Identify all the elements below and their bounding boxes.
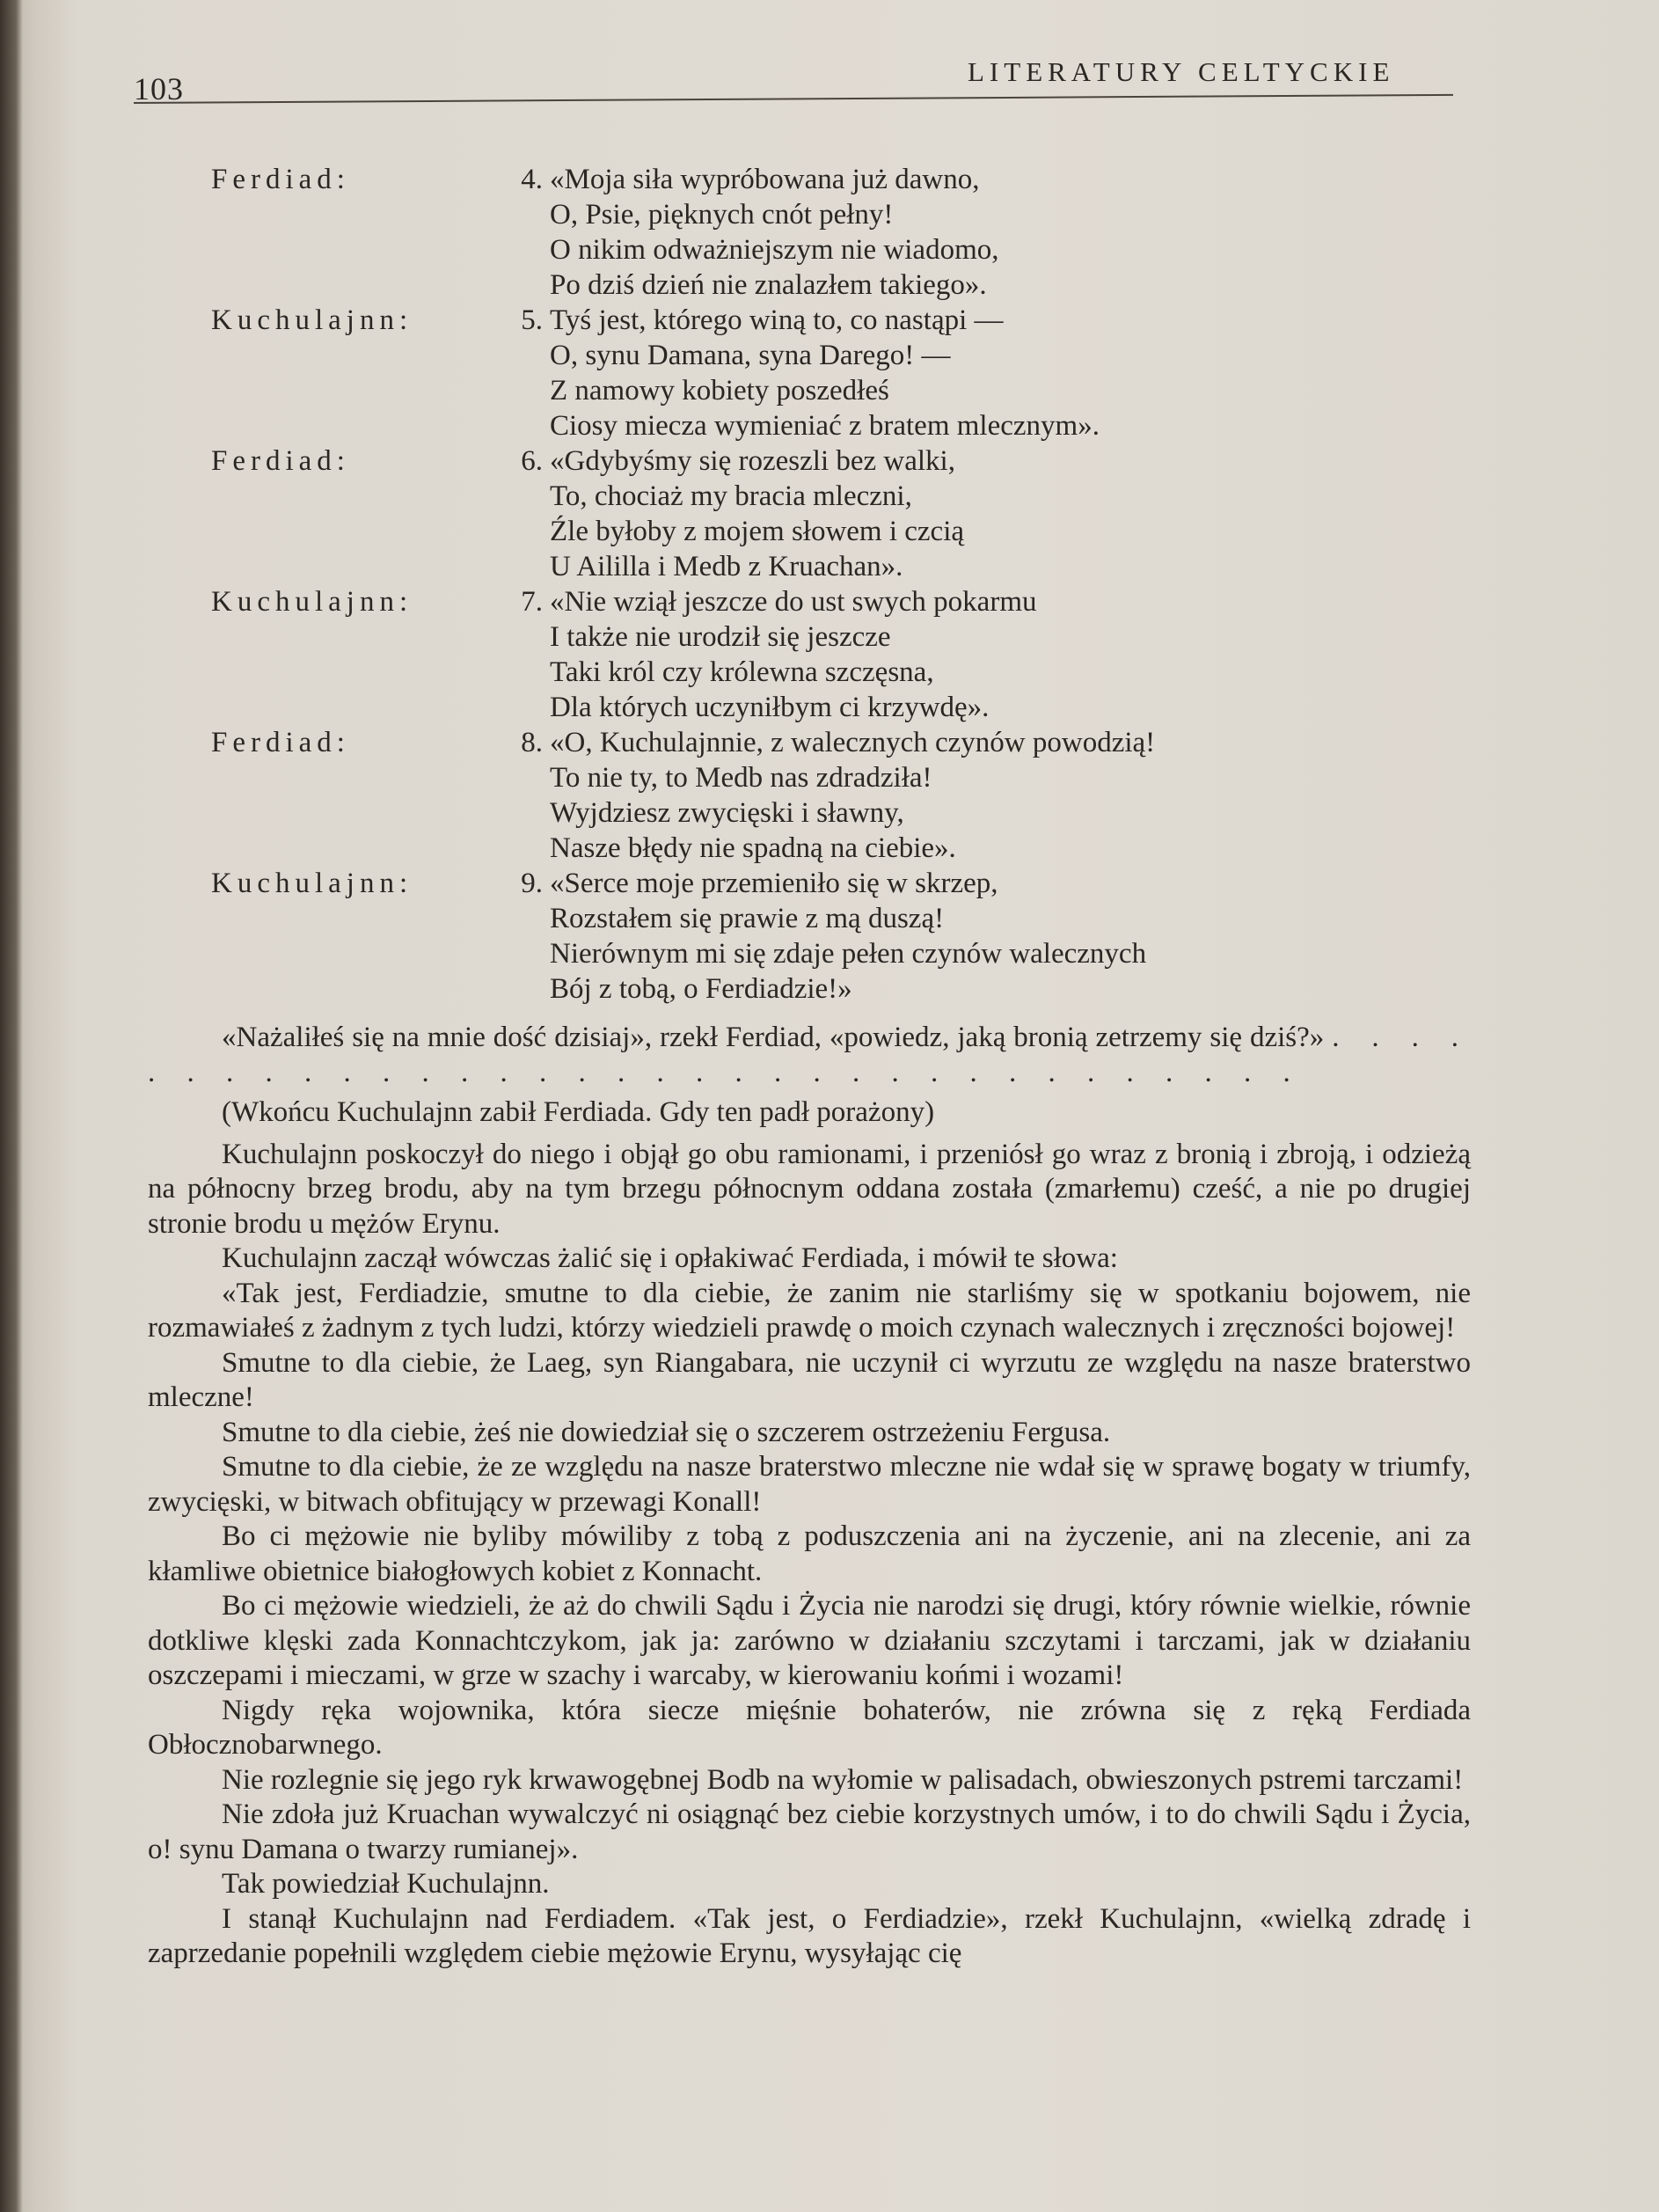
stanza [211,584,1460,725]
paragraph: «Tak jest, Ferdiadzie, smutne to dla ciebie, że zanim nie starliśmy się w spotkaniu bojowem, nie rozmawiałeś z żadnym z tych ludzi, którzy wiedzieli prawdę o moich czynach walecznych i zręczności bojowej! [148,1277,1471,1344]
stanza-number: 9. [521,868,543,899]
verse-line: To nie ty, to Medb nas zdradziła! [550,762,932,794]
stanza-number: 6. [521,445,543,477]
verse-dialogue [211,162,1460,1007]
verse-line: O, synu Damana, syna Darego! — [550,340,951,371]
paragraph: Kuchulajnn poskoczył do niego i objął go obu ramionami, i przeniósł go wraz z bronią i zbroją, i odzieżą na północny brzeg brodu, aby na tym brzegu północnym oddana została (zmarłemu) cześć, a nie po drugiej stronie brodu u mężów Erynu. [148,1138,1471,1240]
paragraph: Kuchulajnn zaczął wówczas żalić się i opłakiwać Ferdiada, i mówił te słowa: [222,1242,1118,1274]
verse-line: Wyjdziesz zwycięski i sławny, [550,797,904,829]
paragraph: Bo ci mężowie wiedzieli, że aż do chwili Sądu i Życia nie narodzi się drugi, który równie wielkie, równie dotkliwe klęski zada Konnachtczykom, jak ja: zarówno w działaniu szczytami i tarczami, jak w działaniu oszczepami i mieczami, w grze w szachy i warcaby, w kierowaniu końmi i wozami! [148,1590,1471,1691]
speaker-name: Kuchulajnn: [211,868,413,899]
verse-line: «O, Kuchulajnnie, z walecznych czynów powodzią! [550,727,1156,758]
verse-line: Z namowy kobiety poszedłeś [550,375,889,407]
speaker-name: Kuchulajnn: [211,304,413,336]
verse-line: U Aililla i Medb z Kruachan». [550,551,903,582]
stanza [211,162,1460,303]
stanza [211,443,1460,584]
verse-line: O, Psie, pięknych cnót pełny! [550,199,894,231]
paragraph: Smutne to dla ciebie, że ze względu na nasze braterstwo mleczne nie wdał się w sprawę bogaty w triumfy, zwycięski, w bitwach obfitujący w przewagi Konall! [148,1451,1471,1518]
verse-line: Ciosy miecza wymieniać z bratem mlecznym». [550,410,1100,442]
verse-line: Taki król czy królewna szczęsna, [550,656,934,688]
paragraph: Nie zdoła już Kruachan wywalczyć ni osiągnąć bez ciebie korzystnych umów, i to do chwili Sądu i Życia, o! synu Damana o twarzy rumianej». [148,1798,1471,1865]
verse-line: Po dziś dzień nie znalazłem takiego». [550,269,987,301]
paragraph: I stanął Kuchulajnn nad Ferdiadem. «Tak jest, o Ferdiadzie», rzekł Kuchulajnn, «wielką zdradę i zaprzedanie popełnili względem ciebie mężowie Erynu, wysyłając cię [148,1902,1471,1969]
stanza-number: 4. [521,164,543,195]
verse-line: «Moja siła wypróbowana już dawno, [550,164,980,195]
speaker-name: Ferdiad: [211,727,350,758]
paragraph: Smutne to dla ciebie, że Laeg, syn Riangabara, nie uczynił ci wyrzutu ze względu na nasze braterstwo mleczne! [148,1346,1471,1413]
ellipsis-leader: . . . . . . . . . . . . . . . . . . . . . . . . . . . . . . . . . . [148,1022,1472,1088]
verse-line: Źle byłoby z mojem słowem i czcią [550,516,965,547]
stanza-number: 8. [521,727,543,758]
stanza-number: 5. [521,304,543,336]
page-number: 103 [134,71,184,106]
verse-line: Nierównym mi się zdaje pełen czynów walecznych [550,938,1147,970]
verse-line: «Nie wziął jeszcze do ust swych pokarmu [550,586,1037,618]
verse-line: Nasze błędy nie spadną na ciebie». [550,832,956,864]
verse-line: Bój z tobą, o Ferdiadzie!» [550,973,852,1005]
verse-line: Tyś jest, którego winą to, co nastąpi — [550,304,1004,336]
verse-line: Dla których uczyniłbym ci krzywdę». [550,692,990,723]
paragraph: Tak powiedział Kuchulajnn. [222,1868,550,1900]
running-title: LITERATURY CELTYCKIE [968,56,1395,87]
paragraph-text: «Nażaliłeś się na mnie dość dzisiaj», rzekł Ferdiad, «powiedz, jaką bronią zetrzemy się dziś?» [222,1022,1333,1053]
prose-body [148,1021,1471,1972]
header-rule [134,94,1453,104]
paragraph [148,1021,1471,1090]
verse-line: I także nie urodził się jeszcze [550,621,891,653]
speaker-name: Ferdiad: [211,164,350,195]
verse-line: To, chociaż my bracia mleczni, [550,480,912,512]
verse-line: O nikim odważniejszym nie wiadomo, [550,234,999,266]
verse-line: «Serce moje przemieniło się w skrzep, [550,868,998,899]
verse-line: Rozstałem się prawie z mą duszą! [550,903,945,934]
paragraph: Smutne to dla ciebie, żeś nie dowiedział się o szczerem ostrzeżeniu Fergusa. [222,1416,1111,1448]
book-gutter [0,0,23,2212]
paragraph: Nie rozlegnie się jego ryk krwawogębnej Bodb na wyłomie w palisadach, obwieszonych pstremi tarczami! [222,1763,1464,1796]
verse-line: «Gdybyśmy się rozeszli bez walki, [550,445,955,477]
stanza-number: 7. [521,586,543,618]
paragraph: Nigdy ręka wojownika, która siecze mięśnie bohaterów, nie zrówna się z ręką Ferdiada Obłocznobarwnego. [148,1694,1471,1761]
stanza [211,303,1460,443]
stanza [211,866,1460,1007]
speaker-name: Ferdiad: [211,445,350,477]
bracketed-note: (Wkońcu Kuchulajnn zabił Ferdiada. Gdy ten padł porażony) [222,1096,935,1128]
paragraph: Bo ci mężowie nie byliby mówiliby z tobą z poduszczenia ani na życzenie, ani na zlecenie, ani za kłamliwe obietnice białogłowych kobiet z Konnacht. [148,1520,1471,1587]
speaker-name: Kuchulajnn: [211,586,413,618]
stanza [211,725,1460,866]
